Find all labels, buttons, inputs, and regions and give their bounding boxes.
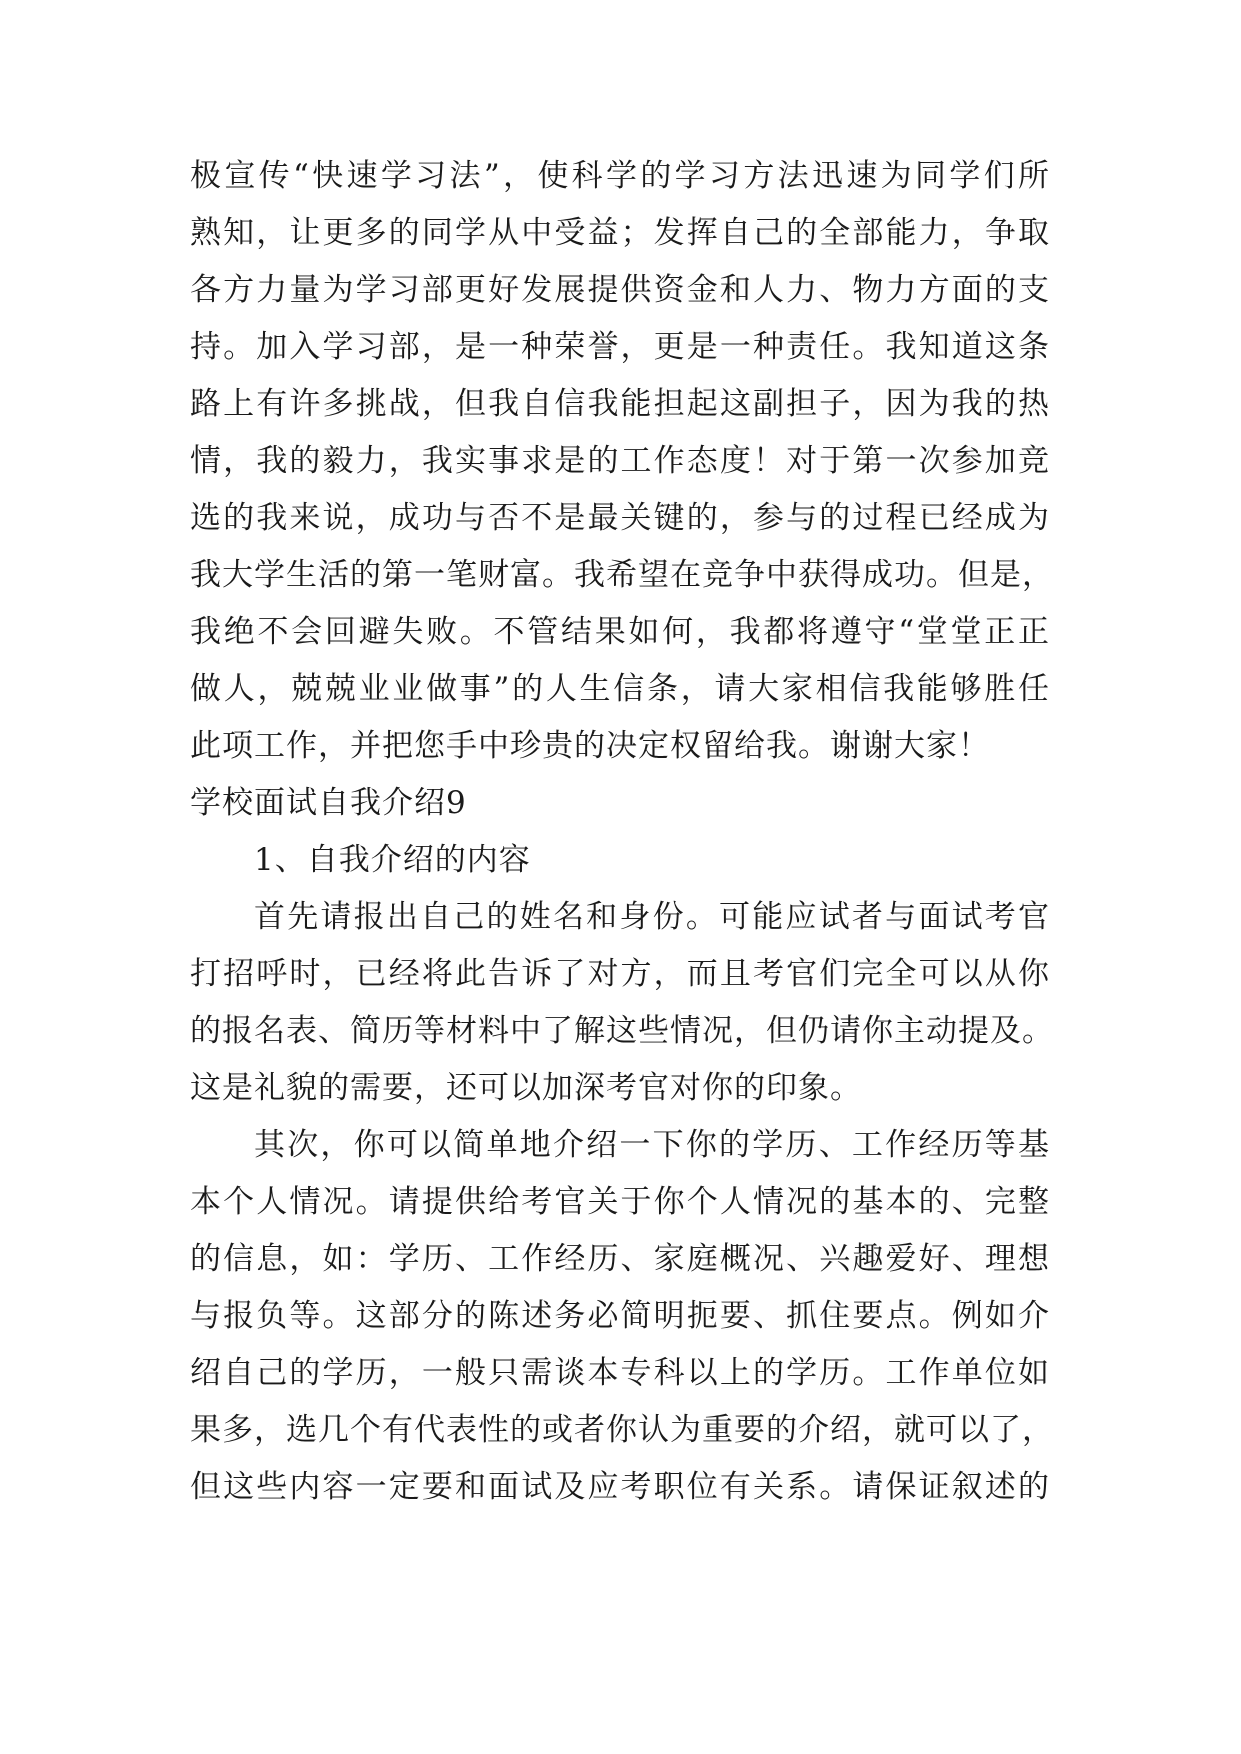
text-line: 首先请报出自己的姓名和身份。可能应试者与面试考官 — [254, 899, 1050, 935]
text-line: 但这些内容一定要和面试及应考职位有关系。请保证叙述的 — [190, 1469, 1050, 1505]
text-line: 打招呼时，已经将此告诉了对方，而且考官们完全可以从你 — [190, 956, 1050, 992]
text-line: 选的我来说，成功与否不是最关键的，参与的过程已经成为 — [190, 500, 1050, 536]
text-line: 1、自我介绍的内容 — [254, 842, 531, 878]
text-line: 各方力量为学习部更好发展提供资金和人力、物力方面的支 — [190, 272, 1050, 308]
text-line: 绍自己的学历，一般只需谈本专科以上的学历。工作单位如 — [190, 1355, 1050, 1391]
text-line: 路上有许多挑战，但我自信我能担起这副担子，因为我的热 — [190, 386, 1050, 422]
text-line: 熟知，让更多的同学从中受益；发挥自己的全部能力，争取 — [190, 215, 1050, 251]
section-heading: 学校面试自我介绍9 — [190, 785, 467, 821]
text-line: 做人，兢兢业业做事”的人生信条，请大家相信我能够胜任 — [190, 671, 1050, 707]
text-line: 持。加入学习部，是一种荣誉，更是一种责任。我知道这条 — [190, 329, 1050, 365]
document-body — [190, 148, 1054, 1516]
text-line: 本个人情况。请提供给考官关于你个人情况的基本的、完整 — [190, 1184, 1050, 1220]
text-line: 我绝不会回避失败。不管结果如何，我都将遵守“堂堂正正 — [190, 614, 1050, 650]
text-line: 其次，你可以简单地介绍一下你的学历、工作经历等基 — [254, 1127, 1050, 1163]
text-line: 极宣传“快速学习法”，使科学的学习方法迅速为同学们所 — [190, 158, 1050, 194]
text-line: 情，我的毅力，我实事求是的工作态度！对于第一次参加竞 — [190, 443, 1050, 479]
text-line: 的信息，如：学历、工作经历、家庭概况、兴趣爱好、理想 — [190, 1241, 1050, 1277]
text-line: 这是礼貌的需要，还可以加深考官对你的印象。 — [190, 1070, 862, 1106]
text-line: 的报名表、简历等材料中了解这些情况，但仍请你主动提及。 — [190, 1013, 1054, 1049]
text-line: 与报负等。这部分的陈述务必简明扼要、抓住要点。例如介 — [190, 1298, 1050, 1334]
text-line: 此项工作，并把您手中珍贵的决定权留给我。谢谢大家！ — [190, 728, 990, 764]
text-line: 果多，选几个有代表性的或者你认为重要的介绍，就可以了， — [190, 1412, 1054, 1448]
text-line: 我大学生活的第一笔财富。我希望在竞争中获得成功。但是， — [190, 557, 1054, 593]
